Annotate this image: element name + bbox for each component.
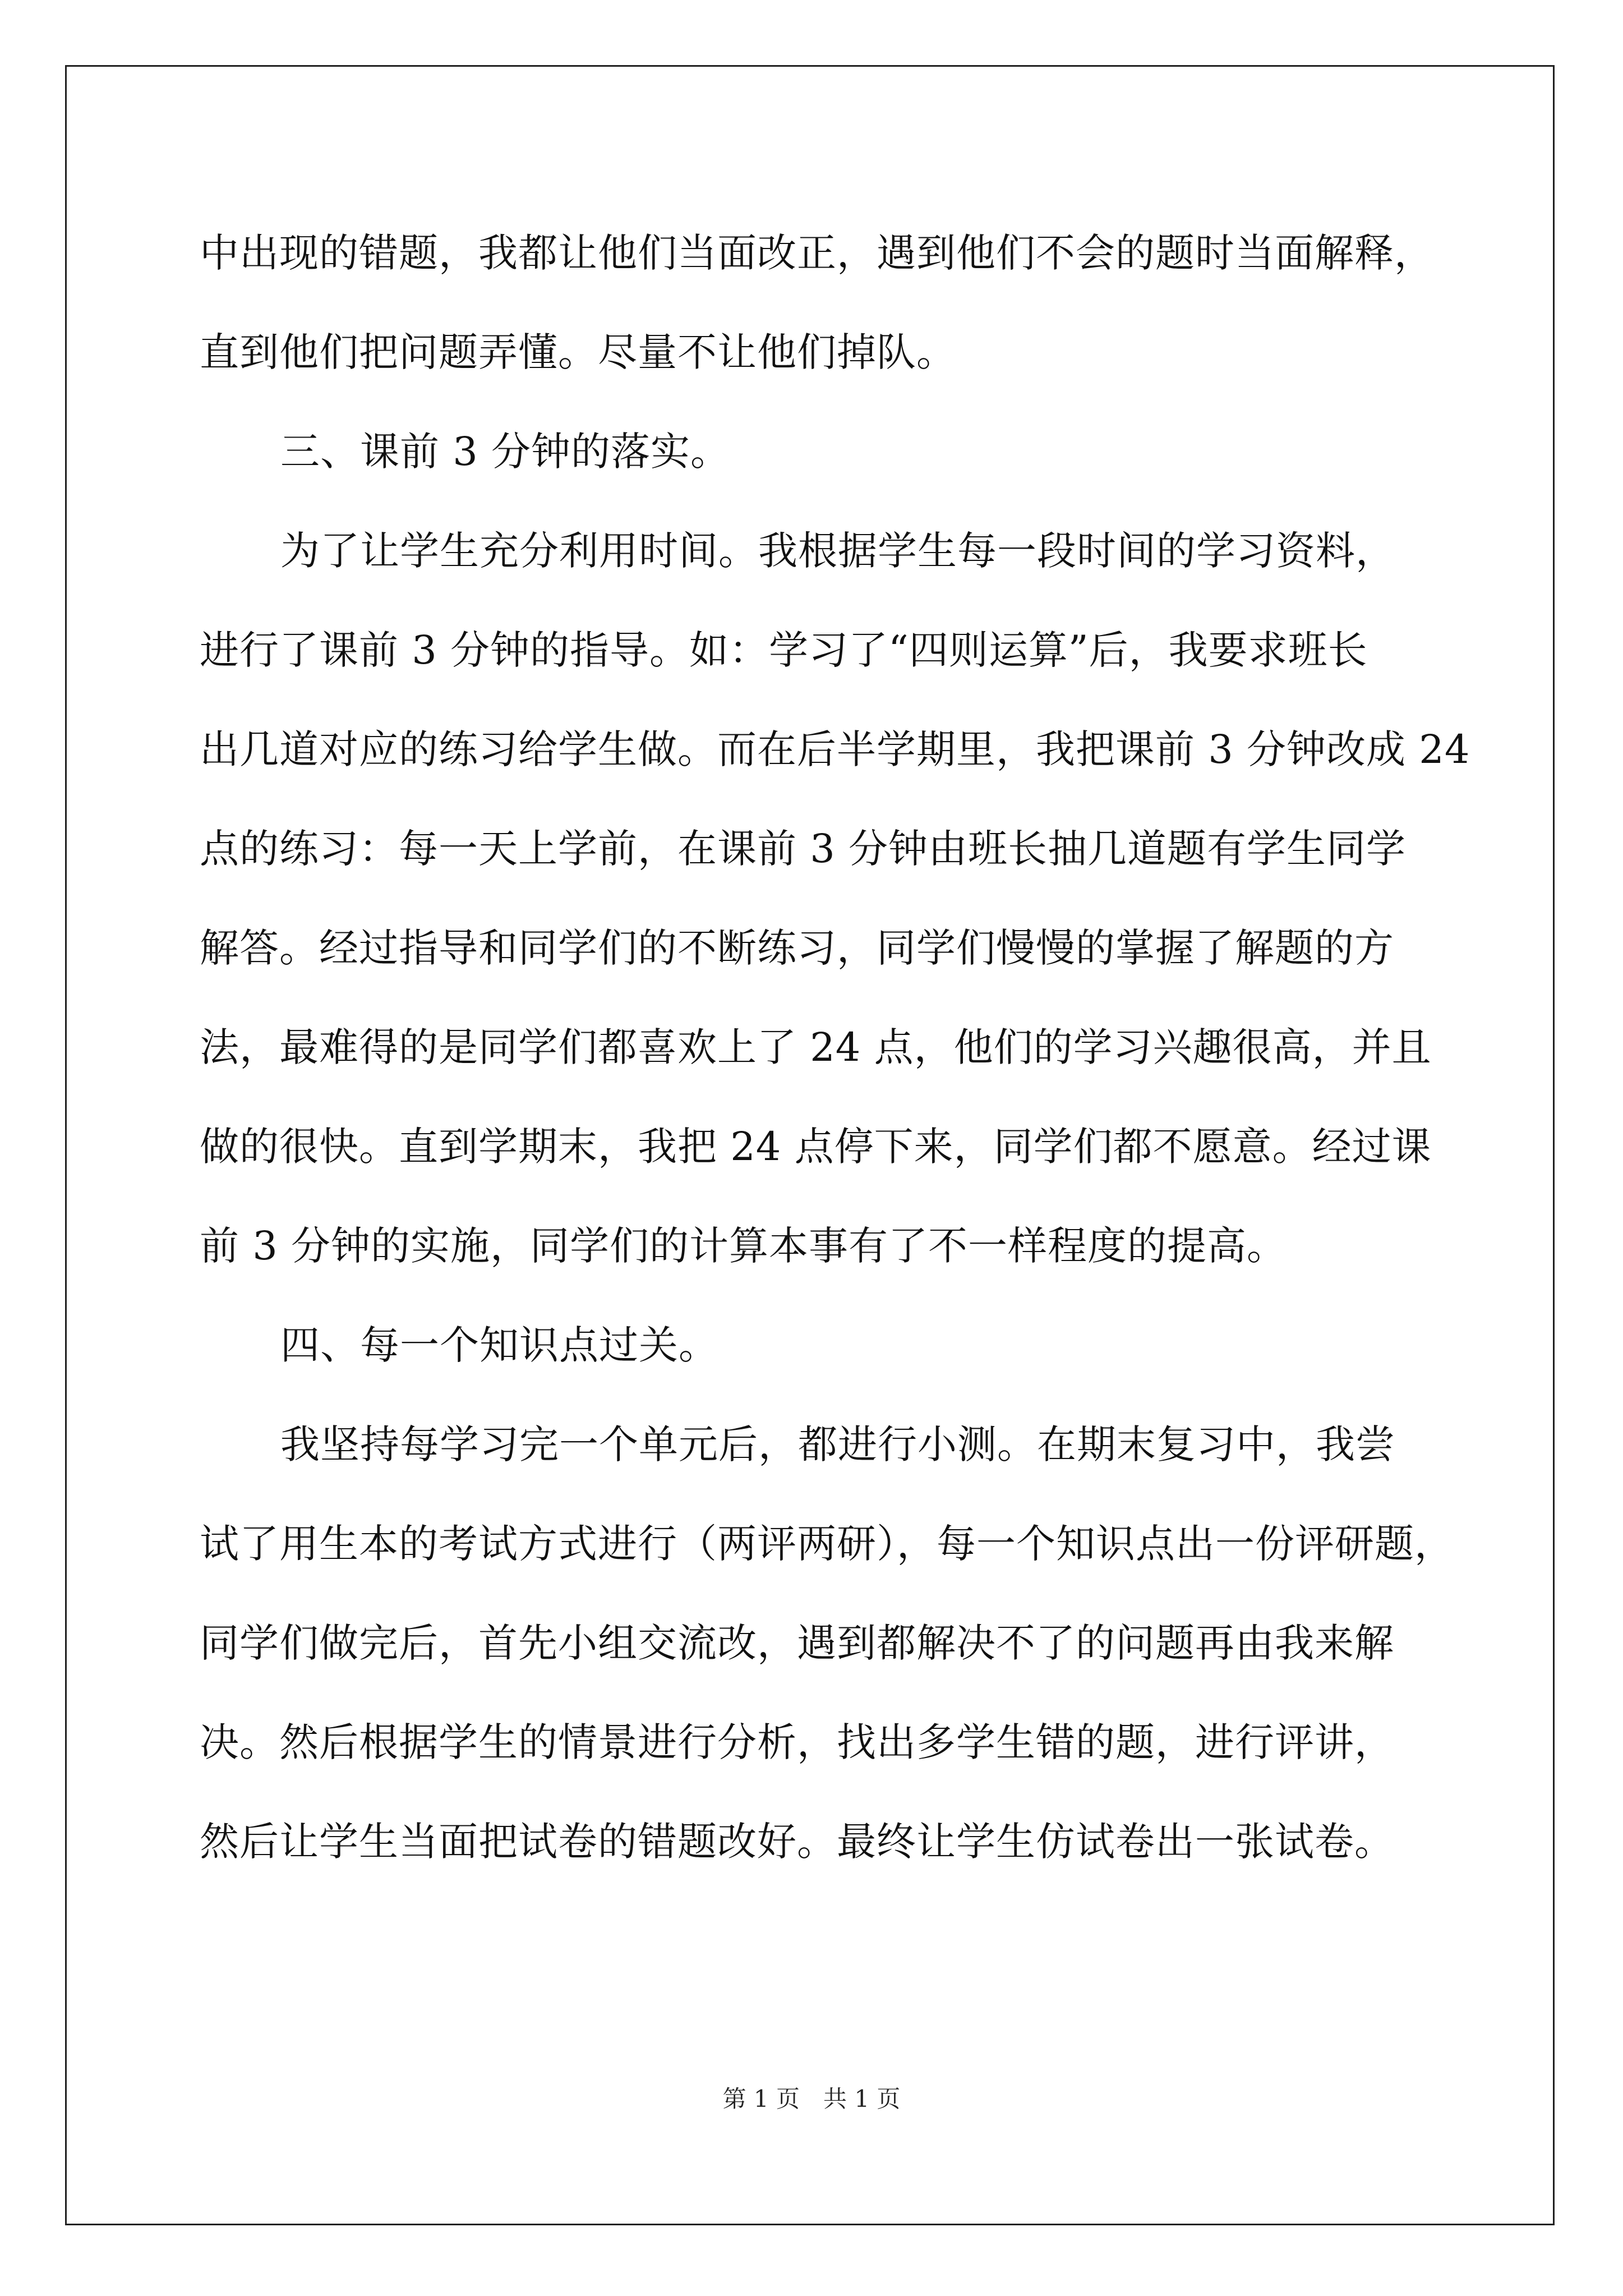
text-line: 为了让学生充分利用时间。我根据学生每一段时间的学习资料， — [280, 528, 1395, 574]
text-line: 解答。经过指导和同学们的不断练习，同学们慢慢的掌握了解题的方 — [200, 925, 1394, 971]
text-line: 同学们做完后，首先小组交流改，遇到都解决不了的问题再由我来解 — [200, 1620, 1394, 1666]
text-line: 出几道对应的练习给学生做。而在后半学期里，我把课前 3 分钟改成 24 — [200, 726, 1470, 772]
section-heading: 三、课前 3 分钟的落实。 — [280, 429, 731, 475]
text-line: 法，最难得的是同学们都喜欢上了 24 点，他们的学习兴趣很高，并且 — [200, 1024, 1432, 1070]
text-line: 试了用生本的考试方式进行（两评两研），每一个知识点出一份评研题， — [200, 1521, 1454, 1567]
text-line: 中出现的错题，我都让他们当面改正，遇到他们不会的题时当面解释， — [200, 230, 1434, 276]
page-number-footer: 第 1 页 共 1 页 — [722, 2085, 901, 2113]
text-line: 决。然后根据学生的情景进行分析，找出多学生错的题，进行评讲， — [200, 1719, 1394, 1765]
text-line: 点的练习：每一天上学前，在课前 3 分钟由班长抽几道题有学生同学 — [200, 826, 1407, 872]
text-line: 前 3 分钟的实施，同学们的计算本事有了不一样程度的提高。 — [200, 1223, 1287, 1269]
text-line: 我坚持每学习完一个单元后，都进行小测。在期末复习中，我尝 — [280, 1421, 1395, 1467]
text-line: 直到他们把问题弄懂。尽量不让他们掉队。 — [200, 329, 956, 375]
text-line: 进行了课前 3 分钟的指导。如：学习了“四则运算”后，我要求班长 — [200, 627, 1368, 673]
section-heading: 四、每一个知识点过关。 — [280, 1322, 718, 1368]
text-line: 然后让学生当面把试卷的错题改好。最终让学生仿试卷出一张试卷。 — [200, 1819, 1394, 1865]
text-line: 做的很快。直到学期末，我把 24 点停下来，同学们都不愿意。经过课 — [200, 1124, 1432, 1170]
